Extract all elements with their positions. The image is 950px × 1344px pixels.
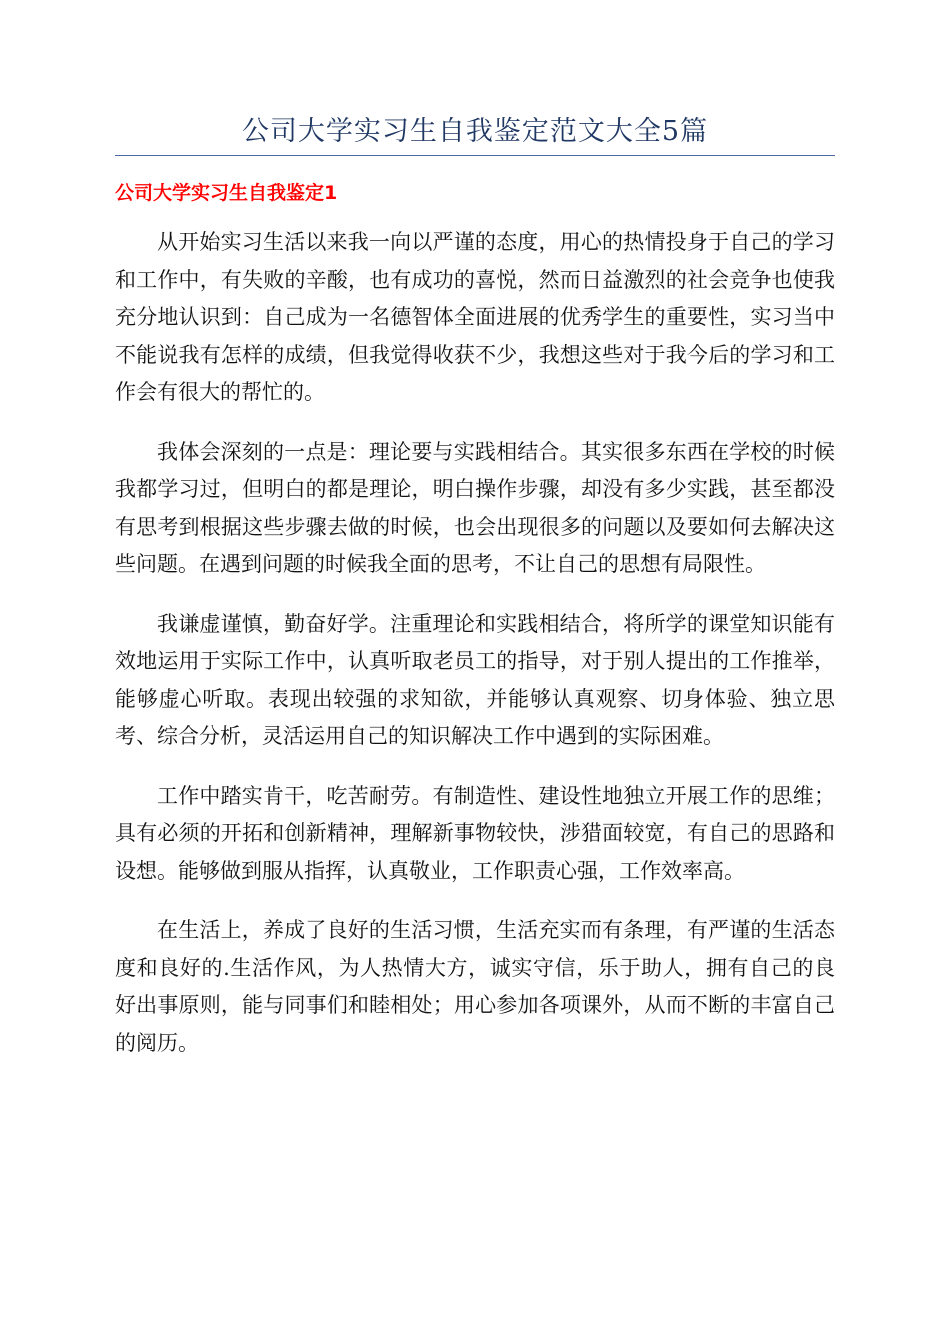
title-underline-rule	[115, 155, 835, 156]
body-paragraph: 我体会深刻的一点是：理论要与实践相结合。其实很多东西在学校的时候我都学习过，但明白的都是理论，明白操作步骤，却没有多少实践，甚至都没有思考到根据这些步骤去做的时候，也会出现很多的问题以及要如何去解决这些问题。在遇到问题的时候我全面的思考，不让自己的思想有局限性。	[115, 439, 835, 576]
document-body	[115, 224, 835, 1084]
body-paragraph: 工作中踏实肯干，吃苦耐劳。有制造性、建设性地独立开展工作的思维；具有必须的开拓和创新精神，理解新事物较快，涉猎面较宽，有自己的思路和设想。能够做到服从指挥，认真敬业，工作职责心强，工作效率高。	[115, 783, 835, 883]
document-title: 公司大学实习生自我鉴定范文大全5篇	[241, 116, 709, 147]
body-paragraph: 我谦虚谨慎，勤奋好学。注重理论和实践相结合，将所学的课堂知识能有效地运用于实际工作中，认真听取老员工的指导，对于别人提出的工作推举，能够虚心听取。表现出较强的求知欲，并能够认真观察、切身体验、独立思考、综合分析，灵活运用自己的知识解决工作中遇到的实际困难。	[115, 611, 835, 748]
body-paragraph: 从开始实习生活以来我一向以严谨的态度，用心的热情投身于自己的学习和工作中，有失败的辛酸，也有成功的喜悦，然而日益激烈的社会竞争也使我充分地认识到：自己成为一名德智体全面进展的优秀学生的重要性，实习当中不能说我有怎样的成绩，但我觉得收获不少，我想这些对于我今后的学习和工作会有很大的帮忙的。	[115, 230, 835, 404]
section-heading: 公司大学实习生自我鉴定1	[115, 182, 338, 204]
body-paragraph: 在生活上，养成了良好的生活习惯，生活充实而有条理，有严谨的生活态度和良好的.生活作风，为人热情大方，诚实守信，乐于助人，拥有自己的良好出事原则，能与同事们和睦相处；用心参加各项课外，从而不断的丰富自己的阅历。	[115, 918, 835, 1055]
